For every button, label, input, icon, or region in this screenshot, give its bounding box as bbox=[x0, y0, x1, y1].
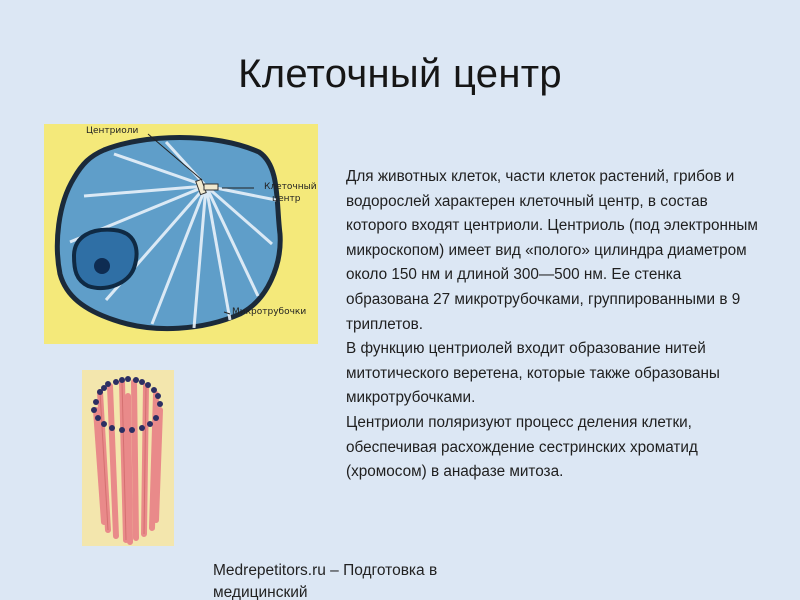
body-text bbox=[346, 165, 766, 485]
label-cell-center-2: центр bbox=[272, 194, 301, 204]
centriole-illustration bbox=[82, 370, 174, 546]
paragraph-function: В функцию центриолей входит образование нитей митотического веретена, которые также образованы микротрубочками. bbox=[346, 340, 720, 407]
label-cell-center-1: Клеточный bbox=[264, 182, 317, 192]
label-centrioles: Центриоли bbox=[86, 126, 139, 136]
label-microtubules: Микротрубочки bbox=[232, 307, 307, 317]
slide-title: Клеточный центр bbox=[238, 52, 562, 96]
paragraph-structure: Для животных клеток, части клеток растений, грибов и водорослей характерен клеточный центр, в состав которого входят центриоли. Центриоль (под электронным микроскопом) имеет вид «полого» цилиндра диаметром около 150 нм и длиной 300—500 нм. Ее стенка образована 27 микротрубочками, группированными в 9 триплетов. bbox=[346, 168, 758, 333]
paragraph-polarization: Центриоли поляризуют процесс деления клетки, обеспечивая расхождение сестринских хроматид (хромосом) в анафазе митоза. bbox=[346, 413, 698, 481]
footer-source: Medrepetitors.ru – Подготовка в медицинский bbox=[213, 562, 438, 600]
cell-illustration bbox=[44, 124, 318, 344]
centriole-drawing bbox=[82, 370, 174, 546]
